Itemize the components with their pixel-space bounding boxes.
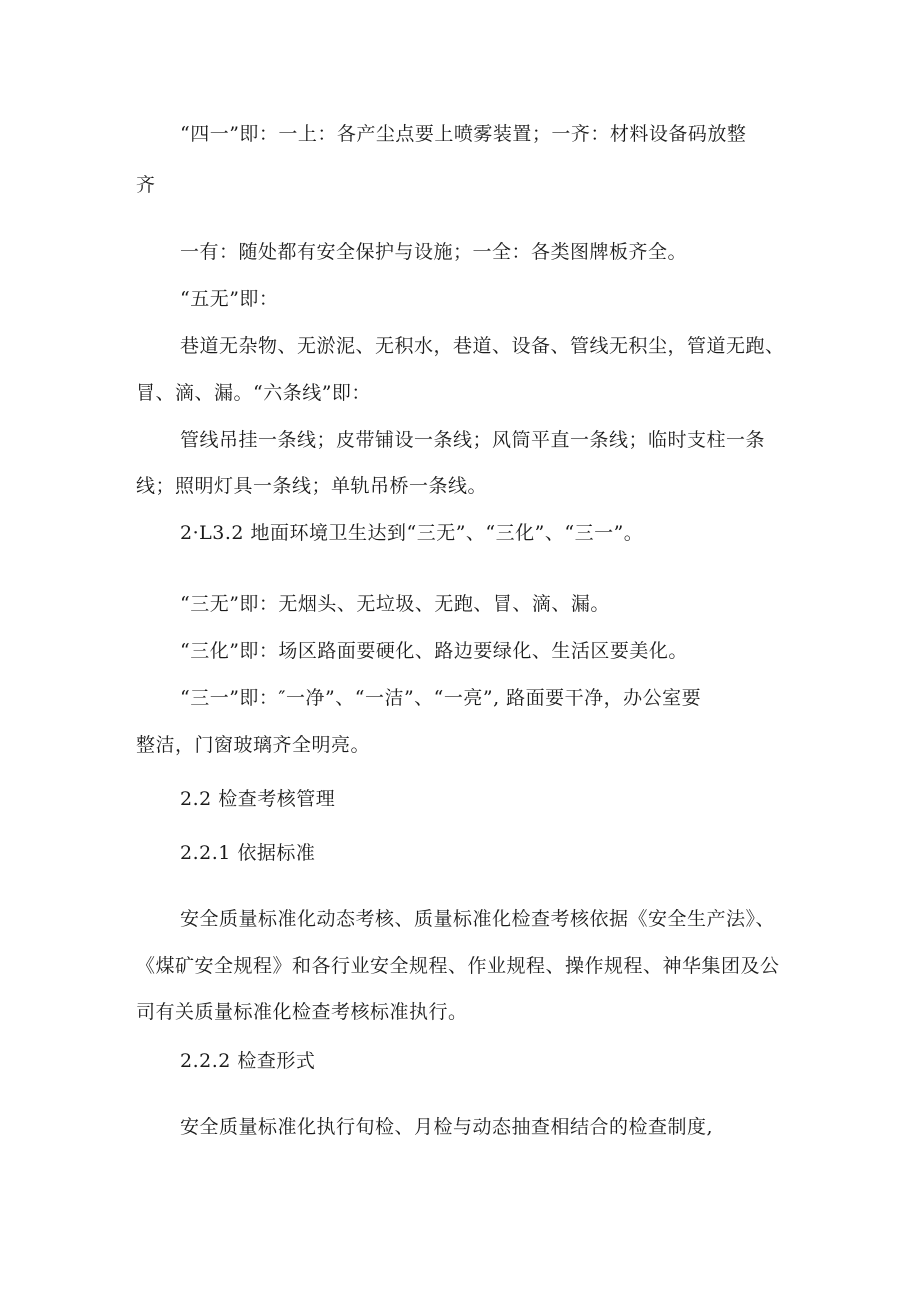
paragraph-line: 安全质量标准化动态考核、质量标准化检查考核依据《安全生产法》、	[180, 908, 776, 930]
paragraph-line: “四一”即：一上：各产尘点要上喷雾装置；一齐：材料设备码放整	[180, 123, 747, 145]
paragraph-line: 《煤矿安全规程》和各行业安全规程、作业规程、操作规程、神华集团及公	[136, 955, 780, 977]
section-heading: 2·L3.2 地面环境卫生达到“三无”、“三化”、“三一”。	[180, 522, 644, 544]
paragraph-line: “三化”即：场区路面要硬化、路边要绿化、生活区要美化。	[180, 640, 688, 662]
paragraph-line: 司有关质量标准化检查考核标准执行。	[136, 1001, 468, 1023]
paragraph-line: 线；照明灯具一条线；单轨吊桥一条线。	[136, 475, 488, 497]
paragraph-line: 巷道无杂物、无淤泥、无积水，巷道、设备、管线无积尘，管道无跑、	[180, 335, 785, 357]
paragraph-line: “五无”即：	[180, 288, 279, 310]
paragraph-line: 管线吊挂一条线；皮带铺设一条线；风筒平直一条线；临时支柱一条	[180, 429, 766, 451]
paragraph-line: 一有：随处都有安全保护与设施；一全：各类图牌板齐全。	[180, 241, 688, 263]
paragraph-line: 冒、滴、漏。“六条线”即：	[136, 382, 371, 404]
section-heading: 2.2 检查考核管理	[180, 788, 336, 810]
subsection-heading: 2.2.2 检查形式	[180, 1050, 316, 1072]
paragraph-line: 齐	[136, 174, 156, 196]
paragraph-line: 安全质量标准化执行旬检、月检与动态抽查相结合的检查制度,	[180, 1116, 714, 1138]
subsection-heading: 2.2.1 依据标准	[180, 842, 316, 864]
paragraph-line: “三一”即：″一净”、“一洁”、“一亮”, 路面要干净，办公室要	[180, 687, 702, 709]
paragraph-line: “三无”即：无烟头、无垃圾、无跑、冒、滴、漏。	[180, 593, 610, 615]
paragraph-line: 整洁，门窗玻璃齐全明亮。	[136, 734, 371, 756]
